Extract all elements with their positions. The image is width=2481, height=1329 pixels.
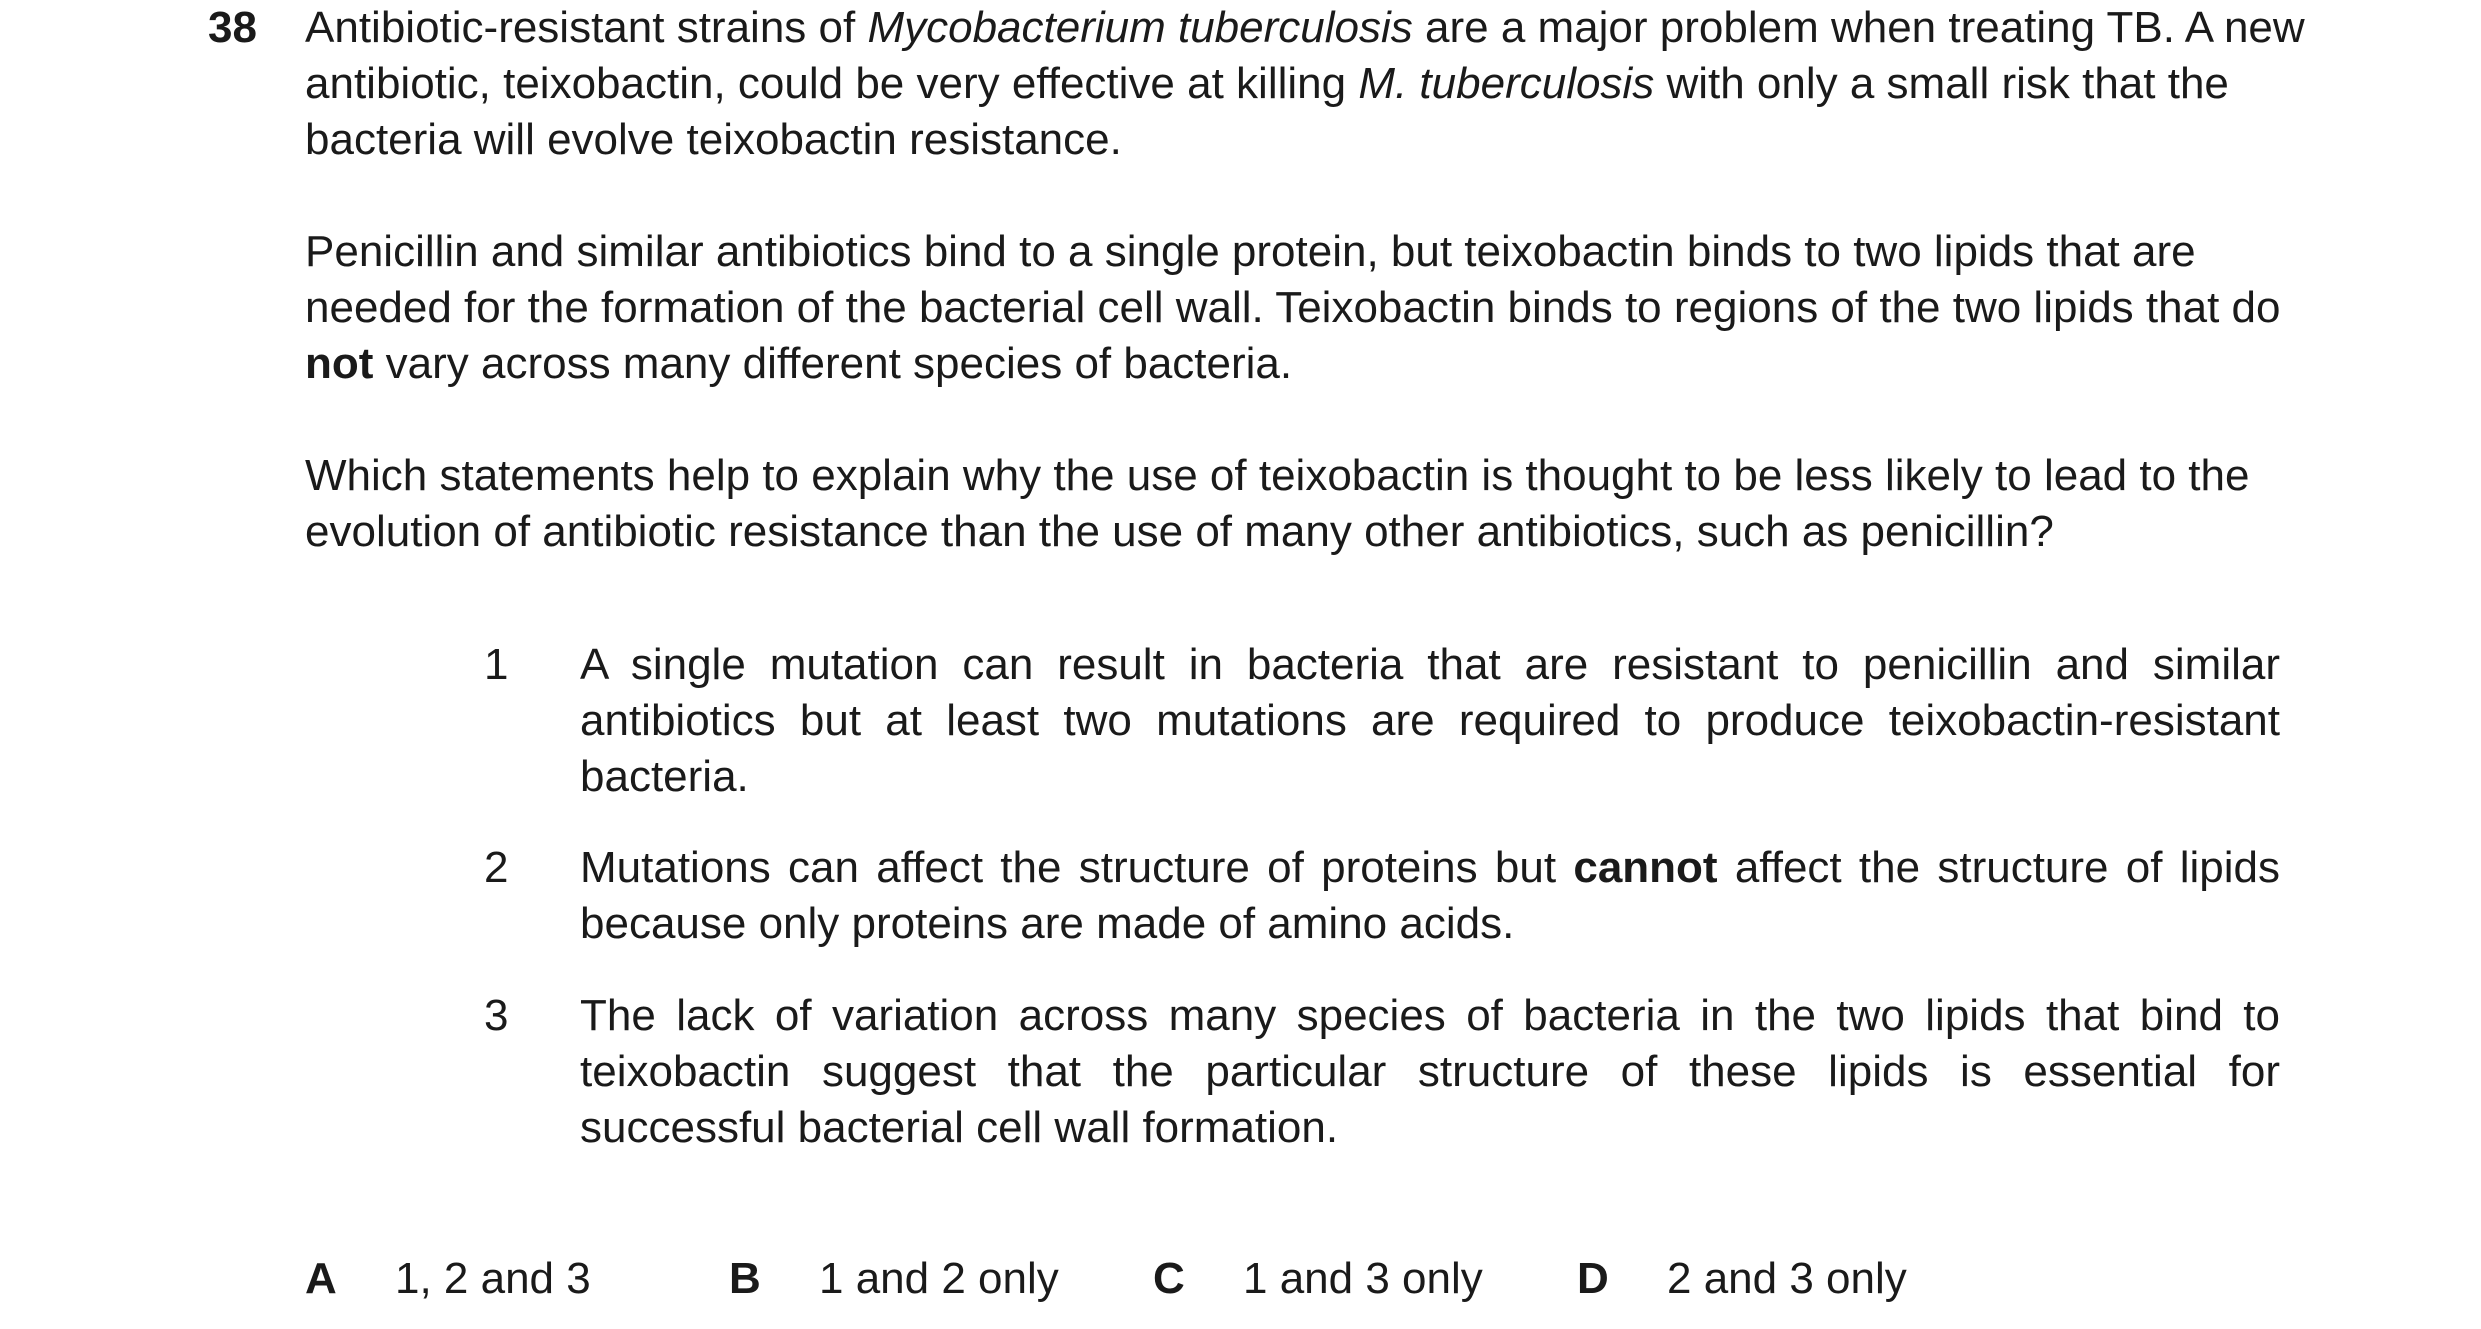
option-b-letter: B: [729, 1254, 761, 1303]
emphasis-not: not: [305, 339, 374, 388]
paragraph-1-text-a: Antibiotic-resistant strains of: [305, 3, 868, 52]
question-paragraph-2: [305, 224, 2315, 392]
statement-2-number: 2: [484, 843, 509, 892]
statement-3-number: 3: [484, 991, 509, 1040]
emphasis-cannot: cannot: [1573, 843, 1718, 892]
option-d-letter: D: [1577, 1254, 1609, 1303]
option-c-text: 1 and 3 only: [1243, 1254, 1483, 1303]
question-prompt: Which statements help to explain why the use of teixobactin is thought to be less likely to lead to the evolution of antibiotic resistance than the use of many other antibiotics, such as penicillin?: [305, 451, 2250, 556]
statement-1-text: A single mutation can result in bacteria that are resistant to penicillin and similar antibiotics but at least two mutations are required to produce teixobactin-resistant bacteria.: [580, 640, 2280, 801]
option-a-letter: A: [305, 1254, 337, 1303]
statement-2-text: [580, 840, 2280, 952]
paragraph-2-text-b: vary across many different species of bacteria.: [373, 339, 1293, 388]
option-a-text: 1, 2 and 3: [395, 1254, 591, 1303]
species-name: Mycobacterium tuberculosis: [867, 3, 1413, 52]
statement-2-text-a: Mutations can affect the structure of proteins but: [580, 843, 1574, 892]
option-b-text: 1 and 2 only: [819, 1254, 1059, 1303]
question-paragraph-1: [305, 0, 2315, 168]
statement-1-number: 1: [484, 640, 509, 689]
species-abbrev: M. tuberculosis: [1358, 59, 1655, 108]
paragraph-1-text-c: with only a small risk that the bacteria will evolve teixobactin resistance.: [305, 59, 2229, 164]
statement-3-text: The lack of variation across many species of bacteria in the two lipids that bind to teixobactin suggest that the particular structure of these lipids is essential for successful bacterial cell wall formation.: [580, 991, 2280, 1152]
paragraph-2-text-a: Penicillin and similar antibiotics bind to a single protein, but teixobactin binds to two lipids that are needed for the formation of the bacterial cell wall. Teixobactin binds to regions of the two lipids that do: [305, 227, 2281, 332]
statement-2-text-b: affect the structure of lipids because only proteins are made of amino acids.: [580, 843, 2280, 948]
option-c-letter: C: [1153, 1254, 1185, 1303]
question-number: 38: [208, 3, 257, 52]
paragraph-1-text-b: are a major problem when treating TB. A new antibiotic, teixobactin, could be very effective at killing: [305, 3, 2305, 108]
option-d-text: 2 and 3 only: [1667, 1254, 1907, 1303]
